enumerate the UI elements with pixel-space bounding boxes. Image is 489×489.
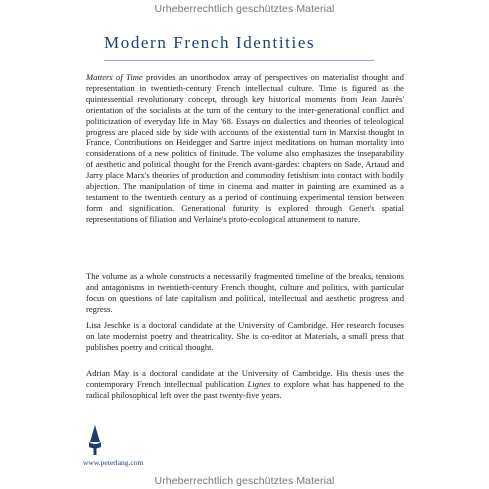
blurb-paragraph-2: The volume as a whole constructs a necessarily fragmented timeline of the breaks, tensions and antagonisms in twentieth-century French thought, culture and politics, with particular focus on questions of late capitalism and political, intellectual and aesthetic progress and regress. (86, 271, 404, 314)
bio-lisa-jeschke: Lisa Jeschke is a doctoral candidate at the University of Cambridge. Her research focuses on late modernist poetry and theatricality. She is co-editor at Materials, a small press that publishes poetry and critical thought. (86, 320, 404, 352)
publisher-url[interactable]: www.peterlang.com (83, 458, 144, 467)
series-title: Modern French Identities (104, 33, 316, 52)
bio-adrian-may-text-1: Adrian May is a doctoral candidate at the University of Cambridge. His thesis uses the contemporary French intellectual publication (86, 368, 404, 389)
bio-adrian-may (86, 368, 404, 401)
watermark-top: Urheberrechtlich geschütztes Material (154, 3, 335, 15)
journal-title: Lignes (247, 378, 271, 389)
book-title: Matters of Time (86, 72, 143, 82)
blurb-paragraph-1-text: provides an unorthodox array of perspectives on materialist thought and representation in twentieth-century French intellectual culture. Time is figured as the quintessential revolutionary concept, through key historical moments from Jean Jaurès' orientation of the socialists at the turn of the century to the inter-generational conflict and politicization of everyday life in May '68. Essays on dialectics and theories of teleological progress are placed side by side with accounts of the existential turn in Marxist thought in France. Contributions on Heidegger and Sartre inject meditations on human mortality into considerations of a new politics of finitude. The volume also emphasizes the inseparability of aesthetic and political thought for the French avant-gardes: chapters on Sade, Artaud and Jarry place Marx's theories of production and commodity fetishism into contact with bodily abjection. The manipulation of time in cinema and matter in painting are examined as a testament to the twentieth century as a period of continuing experimental tension between form and signification. Generational futurity is explored through Genet's spatial representations of filiation and Verlaine's proto-ecological attunement to nature. (86, 72, 404, 224)
bio-adrian-may-text-2: to explore what has happened to the radical philosophical left over the past twenty-five years. (86, 378, 405, 400)
watermark-bottom: Urheberrechtlich geschütztes Material (154, 475, 335, 487)
peter-lang-logo-icon (87, 425, 103, 455)
blurb-paragraph-1 (86, 72, 404, 225)
title-divider (104, 60, 374, 61)
